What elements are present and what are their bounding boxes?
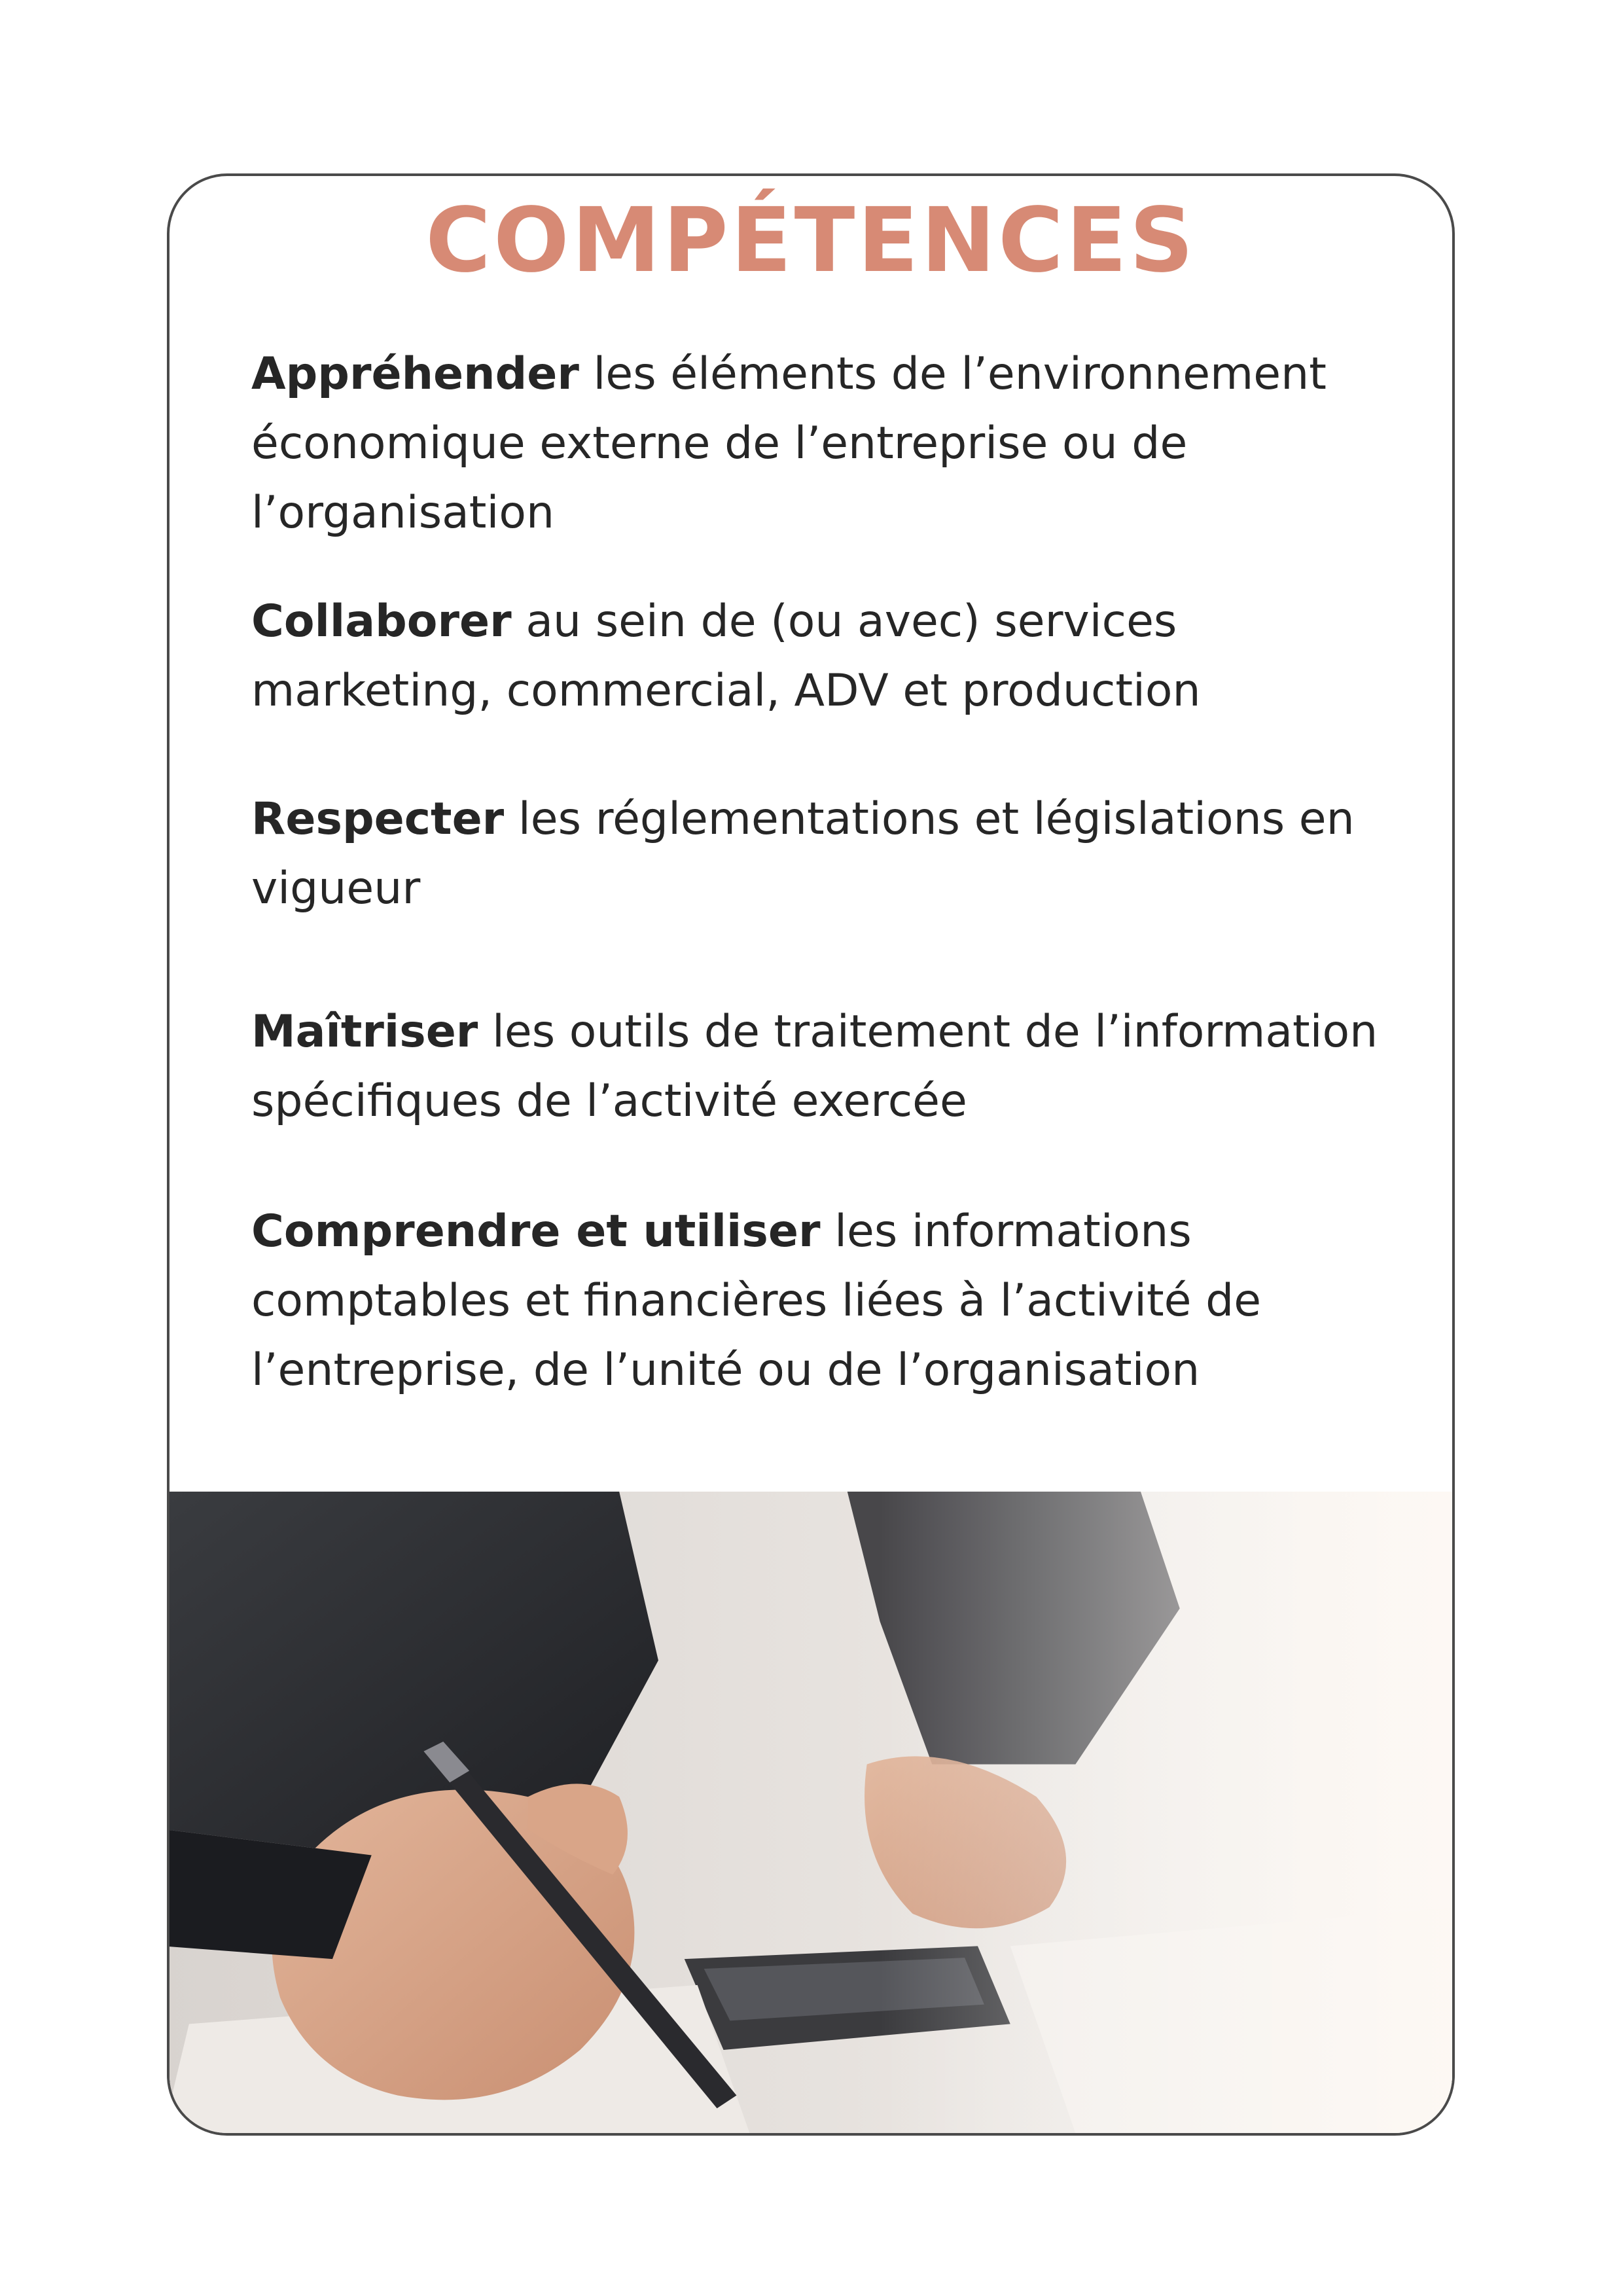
skill-item xyxy=(251,340,1403,548)
skill-verb: Comprendre et utiliser xyxy=(251,1206,821,1257)
skill-verb: Respecter xyxy=(251,793,505,845)
skill-description: les outils de traitement de l’information spécifiques de l’activité exercée xyxy=(251,1006,1378,1127)
hand-with-pen-photo xyxy=(167,1492,1455,2133)
skill-item xyxy=(251,785,1403,924)
skill-verb: Appréhender xyxy=(251,348,579,400)
skill-item xyxy=(251,1197,1403,1405)
skill-description: les réglementations et législations en vigueur xyxy=(251,793,1355,914)
skill-description: les informations comptables et financières liées à l’activité de l’entreprise, de l’unité ou de l’organisation xyxy=(251,1206,1262,1396)
skill-verb: Maîtriser xyxy=(251,1006,478,1058)
skill-item xyxy=(251,587,1403,726)
page-title: COMPÉTENCES xyxy=(425,189,1196,293)
skill-description: au sein de (ou avec) services marketing, commercial, ADV et production xyxy=(251,596,1201,717)
skill-verb: Collaborer xyxy=(251,596,512,647)
skill-description: les éléments de l’environnement économique externe de l’entreprise ou de l’organisation xyxy=(251,348,1327,539)
skill-item xyxy=(251,997,1403,1136)
competences-card xyxy=(167,173,1455,2136)
business-photo xyxy=(167,1492,1455,2133)
